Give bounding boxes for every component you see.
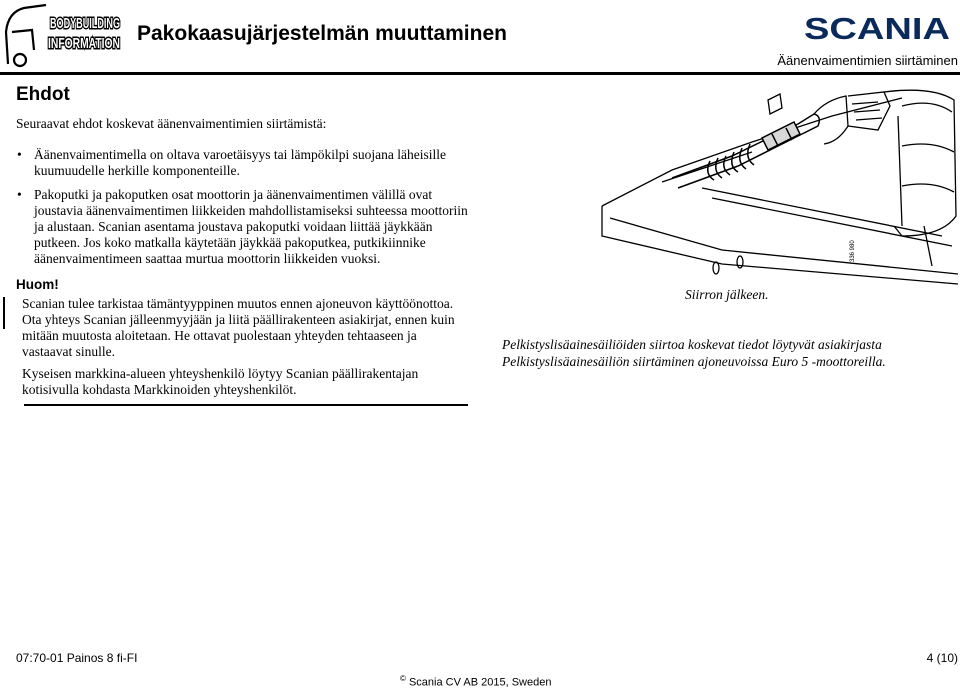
logo-text-line1: BODYBUILDING (50, 15, 120, 32)
note-end-rule (24, 404, 468, 406)
reference-note: Pelkistyslisäainesäiliöiden siirtoa koskevat tiedot löytyvät asiakirjasta Pelkistyslisäainesäiliön siirtäminen ajoneuvoissa Euro 5 -moottoreilla. (502, 337, 886, 369)
exhaust-relocation-illustration (602, 86, 958, 284)
chassis-frame-drawing (602, 98, 958, 284)
copyright-notice (400, 674, 551, 689)
document-code: 07:70-01 Painos 8 fi-FI (16, 651, 138, 665)
bodybuilding-information-logo (2, 2, 124, 68)
section-header: Äänenvaimentimien siirtäminen (777, 53, 958, 68)
note-paragraph-1: Scanian tulee tarkistaa tämäntyyppinen muutos ennen ajoneuvon käyttöönottoa. Ota yhteys Scanian jälleenmyyjään ja liitä päällirakenteen asiakirjat, ennen kuin mitään muutosta aloitetaan. He ottavat puolestaan yhteyden tehtaaseen ja vastaavat sinulle. (22, 296, 455, 359)
exhaust-pipe-drawing (672, 114, 819, 188)
list-item (16, 187, 468, 267)
page-number: 4 (10) (926, 651, 958, 665)
list-item-text: Äänenvaimentimella on oltava varoetäisyys tai lämpökilpi suojana läheisille kuumuudelle herkille komponenteille. (34, 147, 447, 178)
list-item-text: Pakoputki ja pakoputken osat moottorin ja äänenvaimentimen välillä ovat joustavia äänenvaimentimen liikkeiden mahdollistamiseksi suhteessa moottoriin ja alustaan. Scanian asentama joustava pakoputki voidaan liittää jäykkään putkeen. Jos koko matkalla käytetään jäykkää pakoputkea, putkikiinnike äänenvaimentimeen saattaa murtua moottorin liikkeiden vuoksi. (34, 187, 468, 266)
intro-text: Seuraavat ehdot koskevat äänenvaimentimien siirtämistä: (16, 116, 327, 131)
copyright-text: Scania CV AB 2015, Sweden (408, 676, 552, 689)
bullet-icon: • (17, 187, 22, 202)
header-divider (0, 72, 960, 75)
conditions-list (16, 147, 468, 267)
note-box (16, 296, 468, 406)
conditions-section (16, 84, 468, 406)
logo-text-line2: INFORMATION (48, 35, 120, 52)
scania-logo (804, 12, 952, 44)
figure-caption: Siirron jälkeen. (685, 287, 769, 302)
note-change-bar (3, 297, 5, 329)
figure-number: 336 980 (850, 240, 856, 262)
scania-wordmark: SCANIA (804, 11, 950, 46)
section-heading: Ehdot (16, 84, 70, 105)
document-title: Pakokaasujärjestelmän muuttaminen (137, 22, 507, 45)
truck-cab-icon (6, 5, 46, 66)
note-paragraph-2: Kyseisen markkina-alueen yhteyshenkilö löytyy Scanian päällirakentajan kotisivulla kohdasta Markkinoiden yhteyshenkilöt. (22, 366, 419, 397)
list-item (16, 147, 468, 179)
bullet-icon: • (17, 147, 22, 162)
note-heading: Huom! (16, 277, 59, 292)
copyright-icon: © (400, 674, 406, 683)
